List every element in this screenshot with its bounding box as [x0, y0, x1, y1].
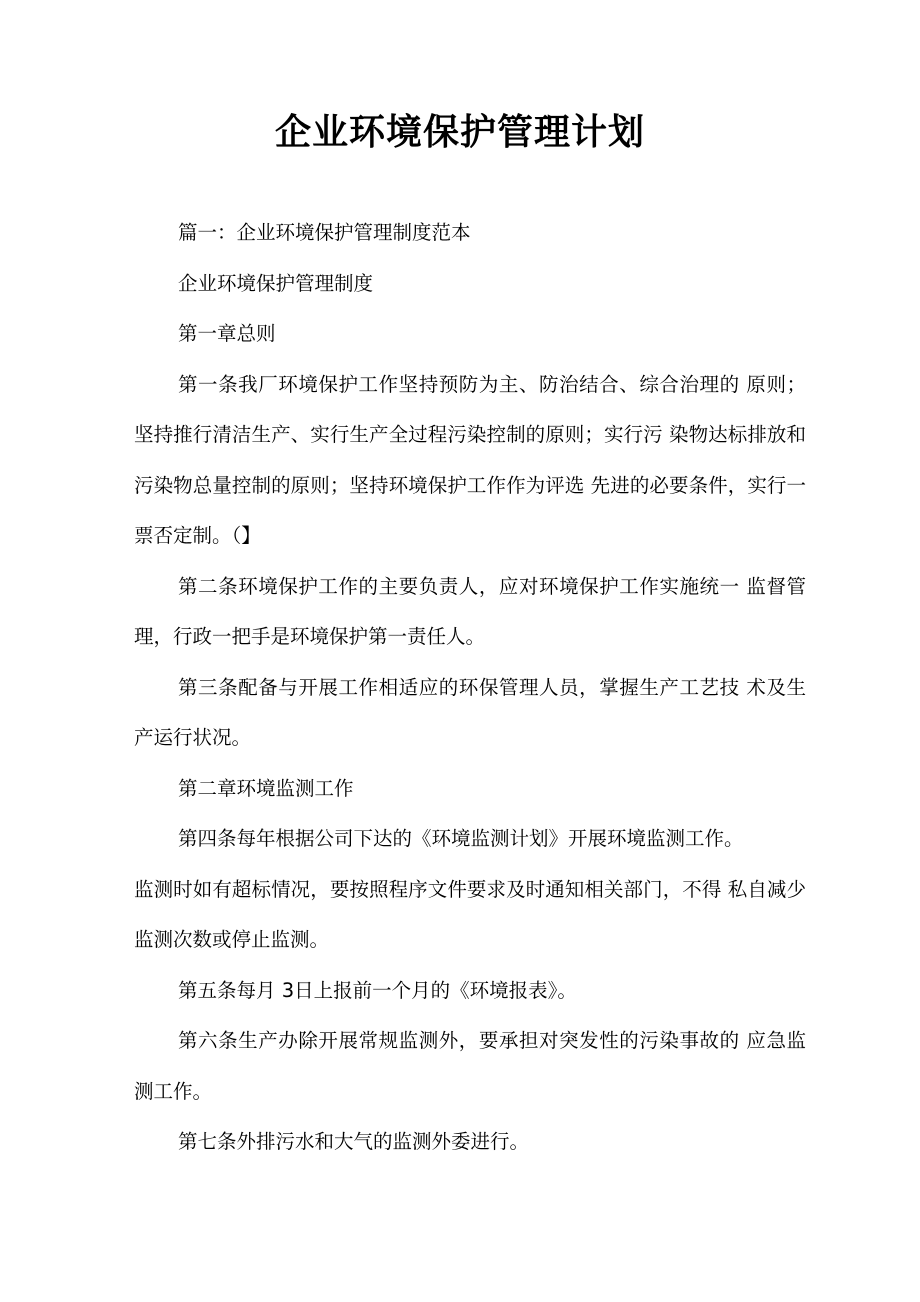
paragraph-article-1: 第一条我厂环境保护工作坚持预防为主、防治结合、综合治理的 原则；坚持推行清洁生产、实行生产全过程污染控制的原则；实行污 染物达标排放和污染物总量控制的原则；坚持环境保护工作作为评选 先进的必要条件，实行一票否定制。（】	[134, 372, 806, 547]
paragraph-article-3: 第三条配备与开展工作相适应的环保管理人员，掌握生产工艺技 术及生产运行状况。	[134, 675, 806, 749]
paragraph-article-4: 第四条每年根据公司下达的《环境监测计划》开展环境监测工作。	[178, 827, 744, 850]
paragraph-article-7: 第七条外排污水和大气的监测外委进行。	[178, 1130, 530, 1153]
paragraph-article-2: 第二条环境保护工作的主要负责人，应对环境保护工作实施统一 监督管理，行政一把手是环境保护第一责任人。	[134, 574, 806, 648]
paragraph-article-4-cont: 监测时如有超标情况，要按照程序文件要求及时通知相关部门，不得 私自减少监测次数或停止监测。	[134, 877, 806, 951]
paragraph-heading-part1: 篇一：企业环境保护管理制度范本	[178, 221, 471, 244]
paragraph-article-5: 第五条每月 3日上报前一个月的《环境报表》。	[178, 978, 577, 1002]
paragraph-chapter-2: 第二章环境监测工作	[178, 776, 354, 800]
paragraph-doc-name: 企业环境保护管理制度	[178, 271, 374, 295]
document-title: 企业环境保护管理计划	[274, 112, 645, 153]
paragraph-chapter-1: 第一章总则	[178, 322, 276, 345]
paragraph-article-6: 第六条生产办除开展常规监测外，要承担对突发性的污染事故的 应急监测工作。	[134, 1029, 806, 1103]
document-body	[134, 208, 806, 1168]
